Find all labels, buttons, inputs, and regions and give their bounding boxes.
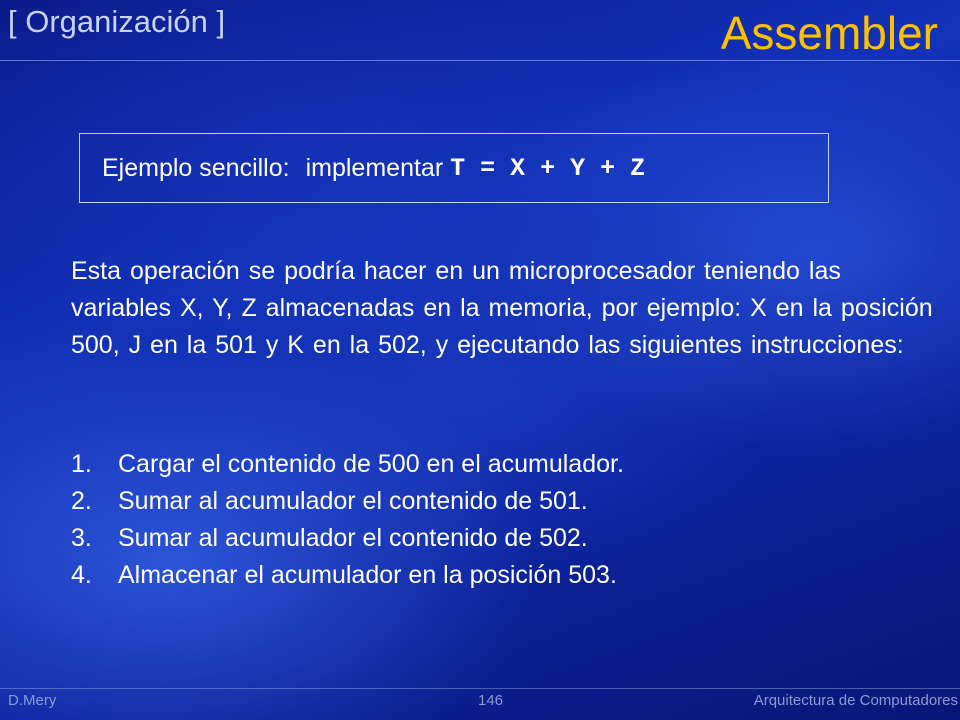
step-number: 3.: [71, 524, 92, 552]
body-paragraph: Esta operación se podría hacer en un microprocesador teniendo las variables X, Y, Z almacenadas en la memoria, por ejemplo: X en la posición 500, J en la 501 y K en la 502, y ejecutando las siguientes instrucciones:: [71, 257, 933, 359]
step-item: [71, 557, 624, 594]
step-number: 2.: [71, 487, 92, 515]
step-text: Cargar el contenido de 500 en el acumulador.: [118, 450, 624, 478]
step-item: [71, 446, 624, 483]
footer-course: Arquitectura de Computadores: [753, 692, 958, 709]
step-text: Sumar al acumulador el contenido de 502.: [118, 524, 588, 552]
example-code: T = X + Y + Z: [450, 153, 646, 183]
step-item: [71, 483, 624, 520]
step-item: [71, 520, 624, 557]
section-title: [ Organización ]: [8, 4, 226, 39]
steps-list: [71, 446, 624, 594]
step-number: 4.: [71, 561, 92, 589]
footer-page-number: 146: [478, 692, 504, 709]
example-action: implementar: [305, 153, 444, 182]
example-box: [79, 133, 829, 203]
slide-title: Assembler: [720, 7, 938, 59]
step-text: Almacenar el acumulador en la posición 503.: [118, 561, 617, 589]
footer-author: D.Mery: [8, 692, 57, 709]
footer-divider: [0, 688, 960, 689]
example-label: Ejemplo sencillo:: [102, 153, 290, 182]
step-number: 1.: [71, 450, 92, 478]
step-text: Sumar al acumulador el contenido de 501.: [118, 487, 588, 515]
header-divider: [0, 60, 960, 61]
